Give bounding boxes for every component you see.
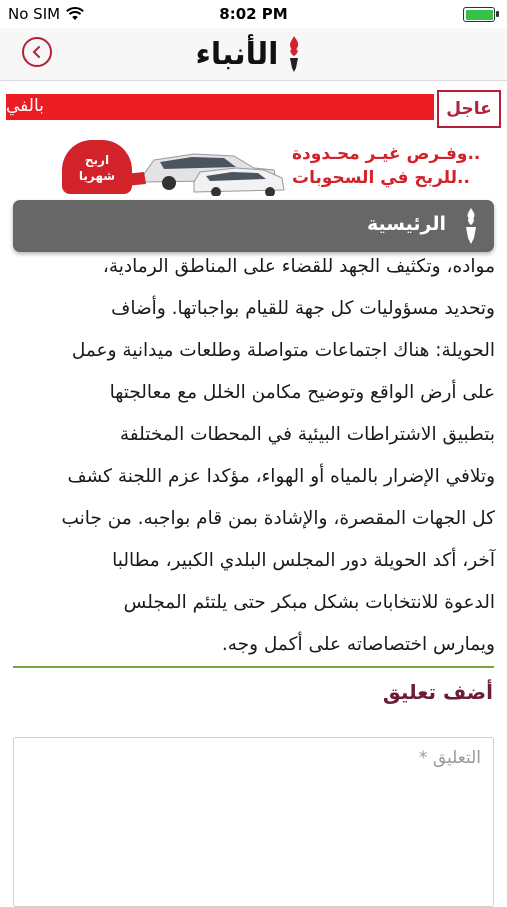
app-logo	[160, 32, 340, 76]
ad-badge-line2: شهريا	[78, 169, 116, 183]
ad-banner[interactable]	[54, 134, 481, 198]
comment-input[interactable]	[13, 737, 494, 907]
section-divider	[13, 666, 494, 668]
article-body	[12, 246, 495, 666]
ticker-text[interactable]: بالفي	[6, 96, 44, 116]
logo-text: الأنباء	[195, 36, 279, 72]
breaking-news-ticker[interactable]	[6, 90, 501, 128]
pen-nib-icon	[458, 206, 484, 246]
article-line: وتحديد مسؤوليات كل جهة للقيام بواجباتها. وأضاف	[111, 298, 495, 319]
article-line: على أرض الواقع وتوضيح مكامن الخلل مع معالجتها	[109, 382, 495, 403]
status-bar	[0, 0, 507, 28]
article-line: مواده، وتكثيف الجهد للقضاء على المناطق الرمادية،	[102, 256, 495, 277]
car-image	[124, 138, 294, 196]
article-line: وتلافي الإضرار بالمياه أو الهواء، مؤكدا عزم اللجنة كشف	[67, 466, 495, 487]
ad-badge-line1: اربح	[84, 153, 110, 167]
article-line: الدعوة للانتخابات بشكل مبكر حتى يلتئم المجلس	[123, 592, 495, 613]
comment-title: أضف تعليق	[382, 680, 493, 704]
flame-pen-icon	[284, 34, 304, 74]
ticker-label: عاجل	[437, 90, 501, 128]
article-line: كل الجهات المقصرة، والإشادة بمن قام بواجبه. من جانب	[61, 508, 495, 529]
home-bar[interactable]	[13, 200, 494, 252]
ad-badge	[62, 140, 132, 194]
carrier-label: No SIM	[8, 5, 61, 23]
article-line: الحويلة: هناك اجتماعات متواصلة وطلعات ميدانية وعمل	[71, 340, 495, 361]
back-button[interactable]	[22, 37, 52, 67]
status-time: 8:02 PM	[219, 5, 288, 23]
ticker-bar	[6, 94, 434, 120]
ad-text-line1: وفـرص غيـر محـدودة..	[292, 144, 481, 164]
article-line: بتطبيق الاشتراطات البيئية في المحطات المختلفة	[119, 424, 495, 445]
ad-text-line2: للربح في السحوبات..	[292, 168, 470, 188]
home-label: الرئيسية	[367, 213, 446, 235]
app-header	[0, 28, 507, 81]
battery-icon	[463, 7, 495, 22]
chevron-left-icon	[30, 45, 44, 59]
article-line: ويمارس اختصاصاته على أكمل وجه.	[221, 634, 495, 655]
article-line: آخر، أكد الحويلة دور المجلس البلدي الكبير، مطالبا	[112, 550, 495, 571]
